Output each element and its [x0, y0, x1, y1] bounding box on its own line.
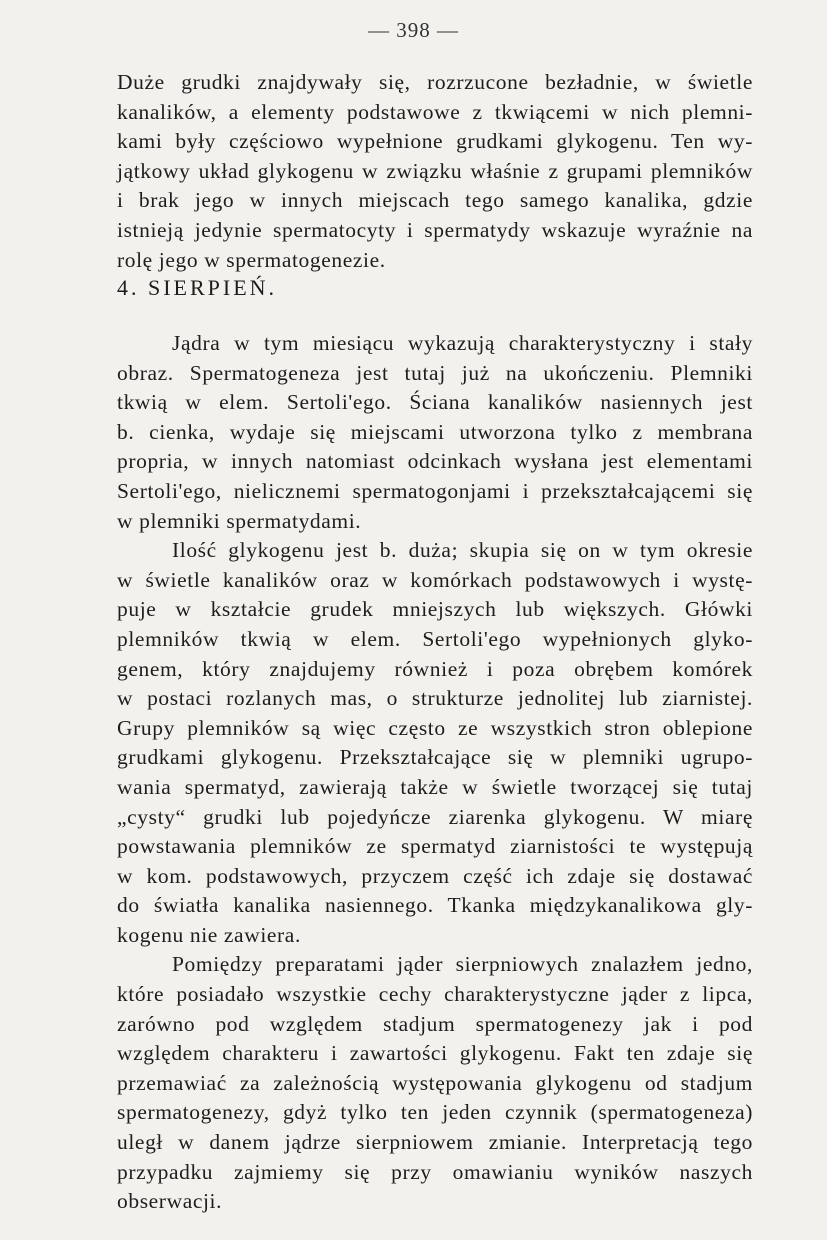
text-line: wania spermatyd, zawierają także w świetle tworzącej się tutaj — [117, 774, 753, 799]
text-line: Pomiędzy preparatami jąder sierpniowych znalazłem jedno, — [172, 952, 753, 977]
text-line: przypadku zajmiemy się przy omawianiu wyników naszych — [117, 1159, 753, 1184]
text-line: obserwacji. — [117, 1189, 223, 1214]
text-line: Ilość glykogenu jest b. duża; skupia się on w tym okresie — [172, 538, 753, 563]
text-line: genem, który znajdujemy również i poza obrębem komórek — [117, 656, 753, 681]
text-line: tkwią w elem. Sertoli'ego. Ściana kanalików nasiennych jest — [117, 390, 753, 415]
text-line: i brak jego w innych miejscach tego samego kanalika, gdzie — [117, 188, 753, 213]
text-line: obraz. Spermatogeneza jest tutaj już na ukończeniu. Plemniki — [117, 360, 753, 385]
text-line: uległ w danem jądrze sierpniowem zmianie. Interpretacją tego — [117, 1130, 753, 1155]
text-line: które posiadało wszystkie cechy charakterystyczne jąder z lipca, — [117, 982, 753, 1007]
text-line: w kom. podstawowych, przyczem część ich zdaje się dostawać — [117, 863, 753, 888]
paragraph-1 — [117, 68, 753, 275]
text-line: Sertoli'ego, nielicznemi spermatogonjami i przekształcającemi się — [117, 478, 753, 503]
text-line: w świetle kanalików oraz w komórkach podstawowych i wystę- — [117, 567, 753, 592]
text-line: do światła kanalika nasiennego. Tkanka międzykanalikowa gly- — [117, 893, 753, 918]
text-line: jątkowy układ glykogenu w związku właśnie z grupami plemników — [117, 158, 753, 183]
text-line: kami były częściowo wypełnione grudkami glykogenu. Ten wy- — [117, 129, 753, 154]
text-line: Duże grudki znajdywały się, rozrzucone bezładnie, w świetle — [117, 70, 753, 94]
paragraph-2 — [117, 329, 753, 536]
page-number: — 398 — — [368, 18, 459, 42]
text-line: kogenu nie zawiera. — [117, 922, 301, 947]
text-line: powstawania plemników ze spermatyd ziarnistości te występują — [117, 834, 753, 859]
text-line: rolę jego w spermatogenezie. — [117, 247, 386, 272]
text-line: spermatogenezy, gdyż tylko ten jeden czynnik (spermatogeneza) — [117, 1100, 753, 1125]
text-line: propria, w innych natomiast odcinkach wysłana jest elementami — [117, 449, 753, 474]
text-line: kanalików, a elementy podstawowe z tkwiącemi w nich plemni- — [117, 99, 753, 124]
text-line: Grupy plemników są więc często ze wszystkich stron oblepione — [117, 715, 753, 740]
text-line: plemników tkwią w elem. Sertoli'ego wypełnionych glyko- — [117, 626, 753, 651]
text-line: w plemniki spermatydami. — [117, 508, 362, 533]
text-line: puje w kształcie grudek mniejszych lub większych. Główki — [117, 597, 753, 622]
text-line: Jądra w tym miesiącu wykazują charakterystyczny i stały — [172, 331, 753, 355]
text-line: względem charakteru i zawartości glykogenu. Fakt ten zdaje się — [117, 1041, 753, 1066]
paragraph-3 — [117, 536, 753, 950]
text-line: istnieją jedynie spermatocyty i spermatydy wskazuje wyraźnie na — [117, 217, 753, 242]
section-heading: 4. SIERPIEŃ. — [117, 275, 278, 300]
text-line: b. cienka, wydaje się miejscami utworzona tylko z membrana — [117, 419, 753, 444]
text-line: w postaci rozlanych mas, o strukturze jednolitej lub ziarnistej. — [117, 686, 753, 711]
text-line: „cysty“ grudki lub pojedyńcze ziarenka glykogenu. W miarę — [117, 804, 753, 829]
text-line: zarówno pod względem stadjum spermatogenezy jak i pod — [117, 1011, 753, 1036]
text-line: przemawiać za zależnością występowania glykogenu od stadjum — [117, 1070, 753, 1095]
paragraph-4 — [117, 950, 753, 1216]
section-body — [117, 329, 753, 1217]
text-line: grudkami glykogenu. Przekształcające się w plemniki ugrupo- — [117, 745, 753, 770]
